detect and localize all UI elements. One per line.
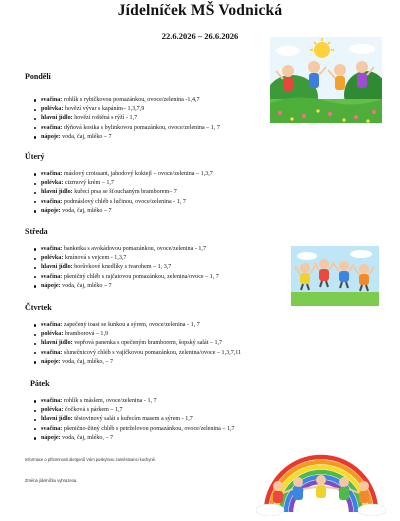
list-item bbox=[25, 397, 235, 406]
meal-list-thursday bbox=[25, 321, 241, 367]
list-item bbox=[25, 170, 213, 179]
item-label: polévka: bbox=[41, 106, 64, 113]
list-item bbox=[25, 254, 219, 263]
item-label: hlavní jídlo: bbox=[41, 264, 73, 271]
day-heading-wednesday: Středa bbox=[25, 227, 48, 236]
item-label: polévka: bbox=[41, 331, 64, 338]
item-label: svačina: bbox=[41, 171, 63, 177]
list-item bbox=[25, 105, 220, 114]
menu-change-note: Změna jídelníčku vyhrazena. bbox=[25, 478, 78, 483]
item-label: svačina: bbox=[41, 198, 63, 205]
item-text: kuřecí prsa se šťouchaným bramborem– 7 bbox=[72, 189, 177, 196]
item-text: rohlík s máslem, ovoce/zelenina - 1, 7 bbox=[62, 398, 157, 404]
item-text: cizrnový krém – 1,7 bbox=[63, 180, 114, 187]
list-item bbox=[25, 263, 219, 272]
item-text: slunečnicový chléb s vajíčkovou pomazánkou, zelenina/ovoce – 1,3,7,11 bbox=[62, 349, 242, 356]
page-title: Jídelníček MŠ Vodnická bbox=[117, 2, 283, 19]
list-item bbox=[25, 349, 241, 358]
date-range: 22.6.2026 – 26.6.2026 bbox=[161, 31, 239, 41]
item-label: svačina: bbox=[41, 425, 63, 432]
item-text: rohlík s rybičkovou pomazánkou, ovoce/zelenina -1,4,7 bbox=[62, 97, 200, 103]
item-text: voda, čaj, mléko – 7 bbox=[60, 207, 112, 214]
item-text: voda, čaj, mléko, – 7 bbox=[60, 434, 114, 441]
jumping-kids-illustration bbox=[291, 246, 379, 306]
item-text: vepřová panenka s opečeným bramborem, šopský salát – 1,7 bbox=[72, 340, 223, 347]
item-text: těstovinový salát s kuřecím masem a sýrem - 1,7 bbox=[72, 416, 193, 423]
day-heading-monday: Pondělí bbox=[25, 72, 51, 81]
list-item bbox=[25, 114, 220, 123]
item-label: svačina: bbox=[41, 246, 63, 252]
day-heading-thursday: Čtvrtek bbox=[25, 303, 52, 312]
list-item bbox=[25, 406, 235, 415]
list-item bbox=[25, 273, 219, 282]
item-label: svačina: bbox=[41, 398, 63, 404]
item-text: pšenično-žitný chléb s petrželovou pomazánkou, ovoce/zelenina – 1,7 bbox=[62, 425, 235, 432]
list-item bbox=[25, 415, 235, 424]
list-item bbox=[25, 339, 241, 348]
kids-playing-illustration bbox=[270, 37, 382, 123]
item-text: kmínová s vejcem - 1,3,7 bbox=[63, 255, 127, 262]
meal-list-monday bbox=[25, 96, 220, 142]
item-text: hovězí roštěná s rýží - 1,7 bbox=[72, 115, 138, 122]
item-text: pšeničný chléb s rajčatovou pomazánkou, zelenina/ovoce – 1, 7 bbox=[62, 273, 219, 280]
item-label: nápoje: bbox=[41, 434, 61, 441]
item-label: svačina: bbox=[41, 124, 63, 131]
item-label: svačina: bbox=[41, 322, 63, 328]
list-item bbox=[25, 321, 241, 330]
rainbow-kids-illustration bbox=[256, 440, 386, 516]
list-item bbox=[25, 96, 220, 105]
list-item bbox=[25, 198, 213, 207]
meal-list-tuesday bbox=[25, 170, 213, 216]
day-heading-tuesday: Úterý bbox=[25, 152, 45, 161]
item-label: nápoje: bbox=[41, 133, 61, 140]
meal-list-friday bbox=[25, 397, 235, 443]
item-text: máslový croissant, jahodový koktejl – ovoce/zelenina – 1,3,7 bbox=[62, 171, 213, 177]
list-item bbox=[25, 282, 219, 291]
item-label: svačina: bbox=[41, 97, 63, 103]
allergen-note: Informace o přítomnosti alergenů Vám poskytnou zaměstnanci kuchyně. bbox=[25, 457, 157, 462]
item-text: dýňová kostka s bylinkovou pomazánkou, ovoce/zelenina – 1, 7 bbox=[62, 124, 220, 131]
item-text: podmáslový chléb s lučinou, ovoce/zelenina - 1, 7 bbox=[62, 198, 186, 205]
list-item bbox=[25, 358, 241, 367]
item-text: zapečený toast se šunkou a sýrem, ovoce/zelenina - 1, 7 bbox=[62, 322, 200, 328]
list-item bbox=[25, 434, 235, 443]
item-text: hovězí vývar s kapáním– 1,3,7,9 bbox=[63, 106, 145, 113]
item-text: borůvkové knedlíky s tvarohem – 1, 3,7 bbox=[72, 264, 172, 271]
item-label: hlavní jídlo: bbox=[41, 340, 73, 347]
item-label: nápoje: bbox=[41, 282, 61, 289]
item-label: hlavní jídlo: bbox=[41, 115, 73, 122]
list-item bbox=[25, 188, 213, 197]
item-label: nápoje: bbox=[41, 207, 61, 214]
item-text: bramborová – 1,9 bbox=[63, 331, 109, 338]
item-label: polévka: bbox=[41, 180, 64, 187]
item-text: voda, čaj, mléko – 7 bbox=[60, 133, 112, 140]
list-item bbox=[25, 425, 235, 434]
item-text: čočková s párkem – 1,7 bbox=[63, 407, 123, 414]
list-item bbox=[25, 124, 220, 133]
item-label: svačina: bbox=[41, 273, 63, 280]
item-text: banketka s avokádovou pomazánkou, ovoce/zelenina - 1,7 bbox=[62, 246, 206, 252]
item-label: nápoje: bbox=[41, 358, 61, 365]
list-item bbox=[25, 179, 213, 188]
item-label: polévka: bbox=[41, 255, 64, 262]
list-item bbox=[25, 330, 241, 339]
list-item bbox=[25, 207, 213, 216]
list-item bbox=[25, 245, 219, 254]
item-label: hlavní jídlo: bbox=[41, 416, 73, 423]
meal-list-wednesday bbox=[25, 245, 219, 291]
item-text: voda, čaj, mléko – 7 bbox=[60, 282, 112, 289]
item-label: svačina: bbox=[41, 349, 63, 356]
day-heading-friday: Pátek bbox=[30, 379, 50, 388]
item-text: voda, čaj, mléko, – 7 bbox=[60, 358, 114, 365]
item-label: hlavní jídlo: bbox=[41, 189, 73, 196]
list-item bbox=[25, 133, 220, 142]
sun-icon bbox=[314, 42, 330, 58]
item-label: polévka: bbox=[41, 407, 64, 414]
